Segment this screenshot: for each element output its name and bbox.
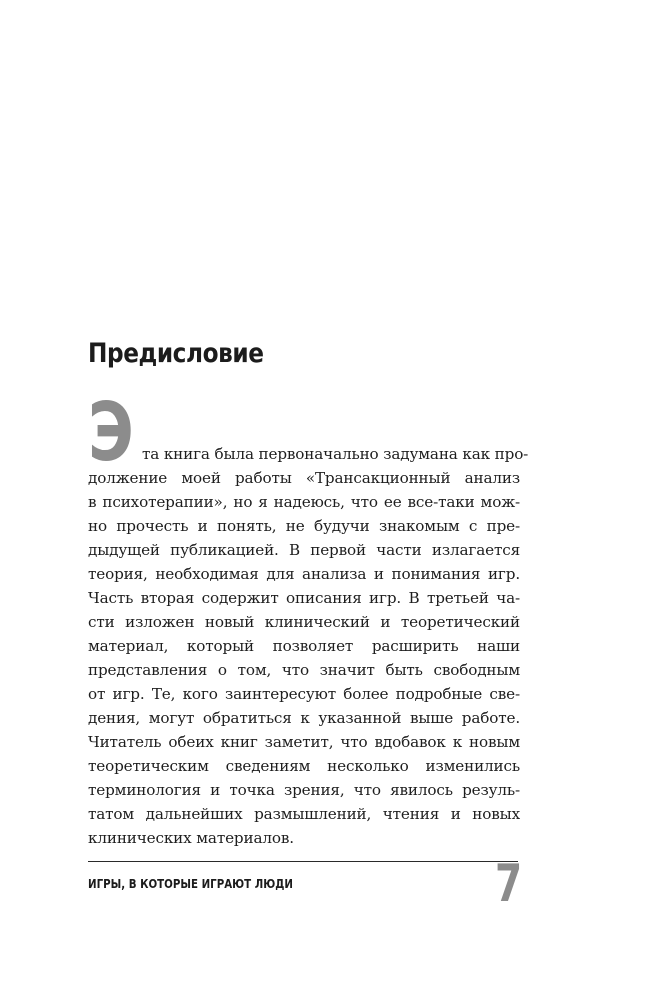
text-line: сти изложен новый клинический и теоретический [88,613,520,631]
footer-rule [88,861,518,862]
text-line: Читатель обеих книг заметит, что вдобавок к новым [88,733,520,751]
chapter-title: Предисловие [88,338,264,369]
drop-cap: Э [88,386,134,479]
text-line: от игр. Те, кого заинтересуют более подробные све- [88,685,520,703]
text-line: материал, который позволяет расширить наши [88,637,520,655]
text-line: дыдущей публикацией. В первой части излагается [88,541,520,559]
text-line: Часть вторая содержит описания игр. В третьей ча- [88,589,520,607]
text-line: терминология и точка зрения, что явилось резуль- [88,781,520,799]
text-line: но прочесть и понять, не будучи знакомым с пре- [88,517,520,535]
page-number: 7 [495,854,523,914]
text-line: та книга была первоначально задумана как про- [142,445,529,463]
running-head: ИГРЫ, В КОТОРЫЕ ИГРАЮТ ЛЮДИ [88,876,293,891]
text-line: клинических материалов. [88,829,294,847]
text-line: теория, необходимая для анализа и понимания игр. [88,565,520,583]
text-line: татом дальнейших размышлений, чтения и новых [88,805,520,823]
text-line: в психотерапии», но я надеюсь, что ее все-таки мож- [88,493,520,511]
text-line: теоретическим сведениям несколько изменились [88,757,520,775]
text-line: дения, могут обратиться к указанной выше работе. [88,709,520,727]
text-line: должение моей работы «Трансакционный анализ [88,469,520,487]
text-line: представления о том, что значит быть свободным [88,661,520,679]
